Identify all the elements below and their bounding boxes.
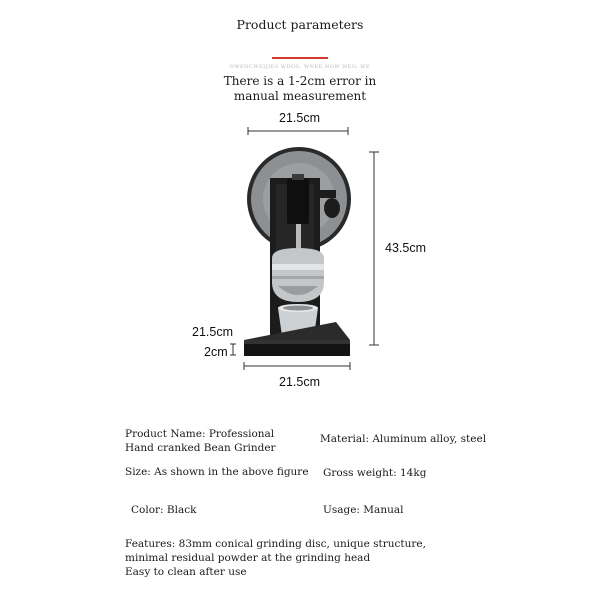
grinder-body: [272, 248, 324, 302]
top-width-line: [248, 127, 348, 135]
param-product-name: Product Name: Professional Hand cranked Bean Grinder: [125, 428, 276, 454]
dim-bottom-width: 21.5cm: [279, 375, 320, 389]
dim-base-thickness: 2cm: [204, 345, 228, 359]
param-gross-weight: Gross weight: 14kg: [323, 467, 427, 479]
hopper-block: [287, 178, 309, 224]
page-title: Product parameters: [236, 17, 364, 32]
shaft: [296, 224, 301, 250]
param-color: Color: Black: [131, 504, 197, 516]
param-material: Material: Aluminum alloy, steel: [320, 433, 487, 445]
param-features: Features: 83mm conical grinding disc, unique structure, minimal residual powder at the grinding head: [125, 538, 426, 564]
crank-knob: [324, 198, 340, 218]
param-size: Size: As shown in the above figure: [125, 466, 309, 478]
faint-caption: DWENCWEIJIES WDOG, WNEE,NOW WEG, WE: [229, 64, 371, 70]
dim-base-depth: 21.5cm: [192, 325, 233, 339]
dim-top-width: 21.5cm: [279, 111, 320, 125]
base-thickness-marker: [230, 344, 236, 355]
measurement-note: There is a 1-2cm error in manual measurement: [223, 74, 377, 103]
bottom-width-line: [244, 362, 350, 370]
param-usage: Usage: Manual: [323, 504, 404, 516]
dim-height: 43.5cm: [385, 241, 426, 255]
param-easy-clean: Easy to clean after use: [125, 566, 247, 578]
height-line: [369, 152, 379, 345]
